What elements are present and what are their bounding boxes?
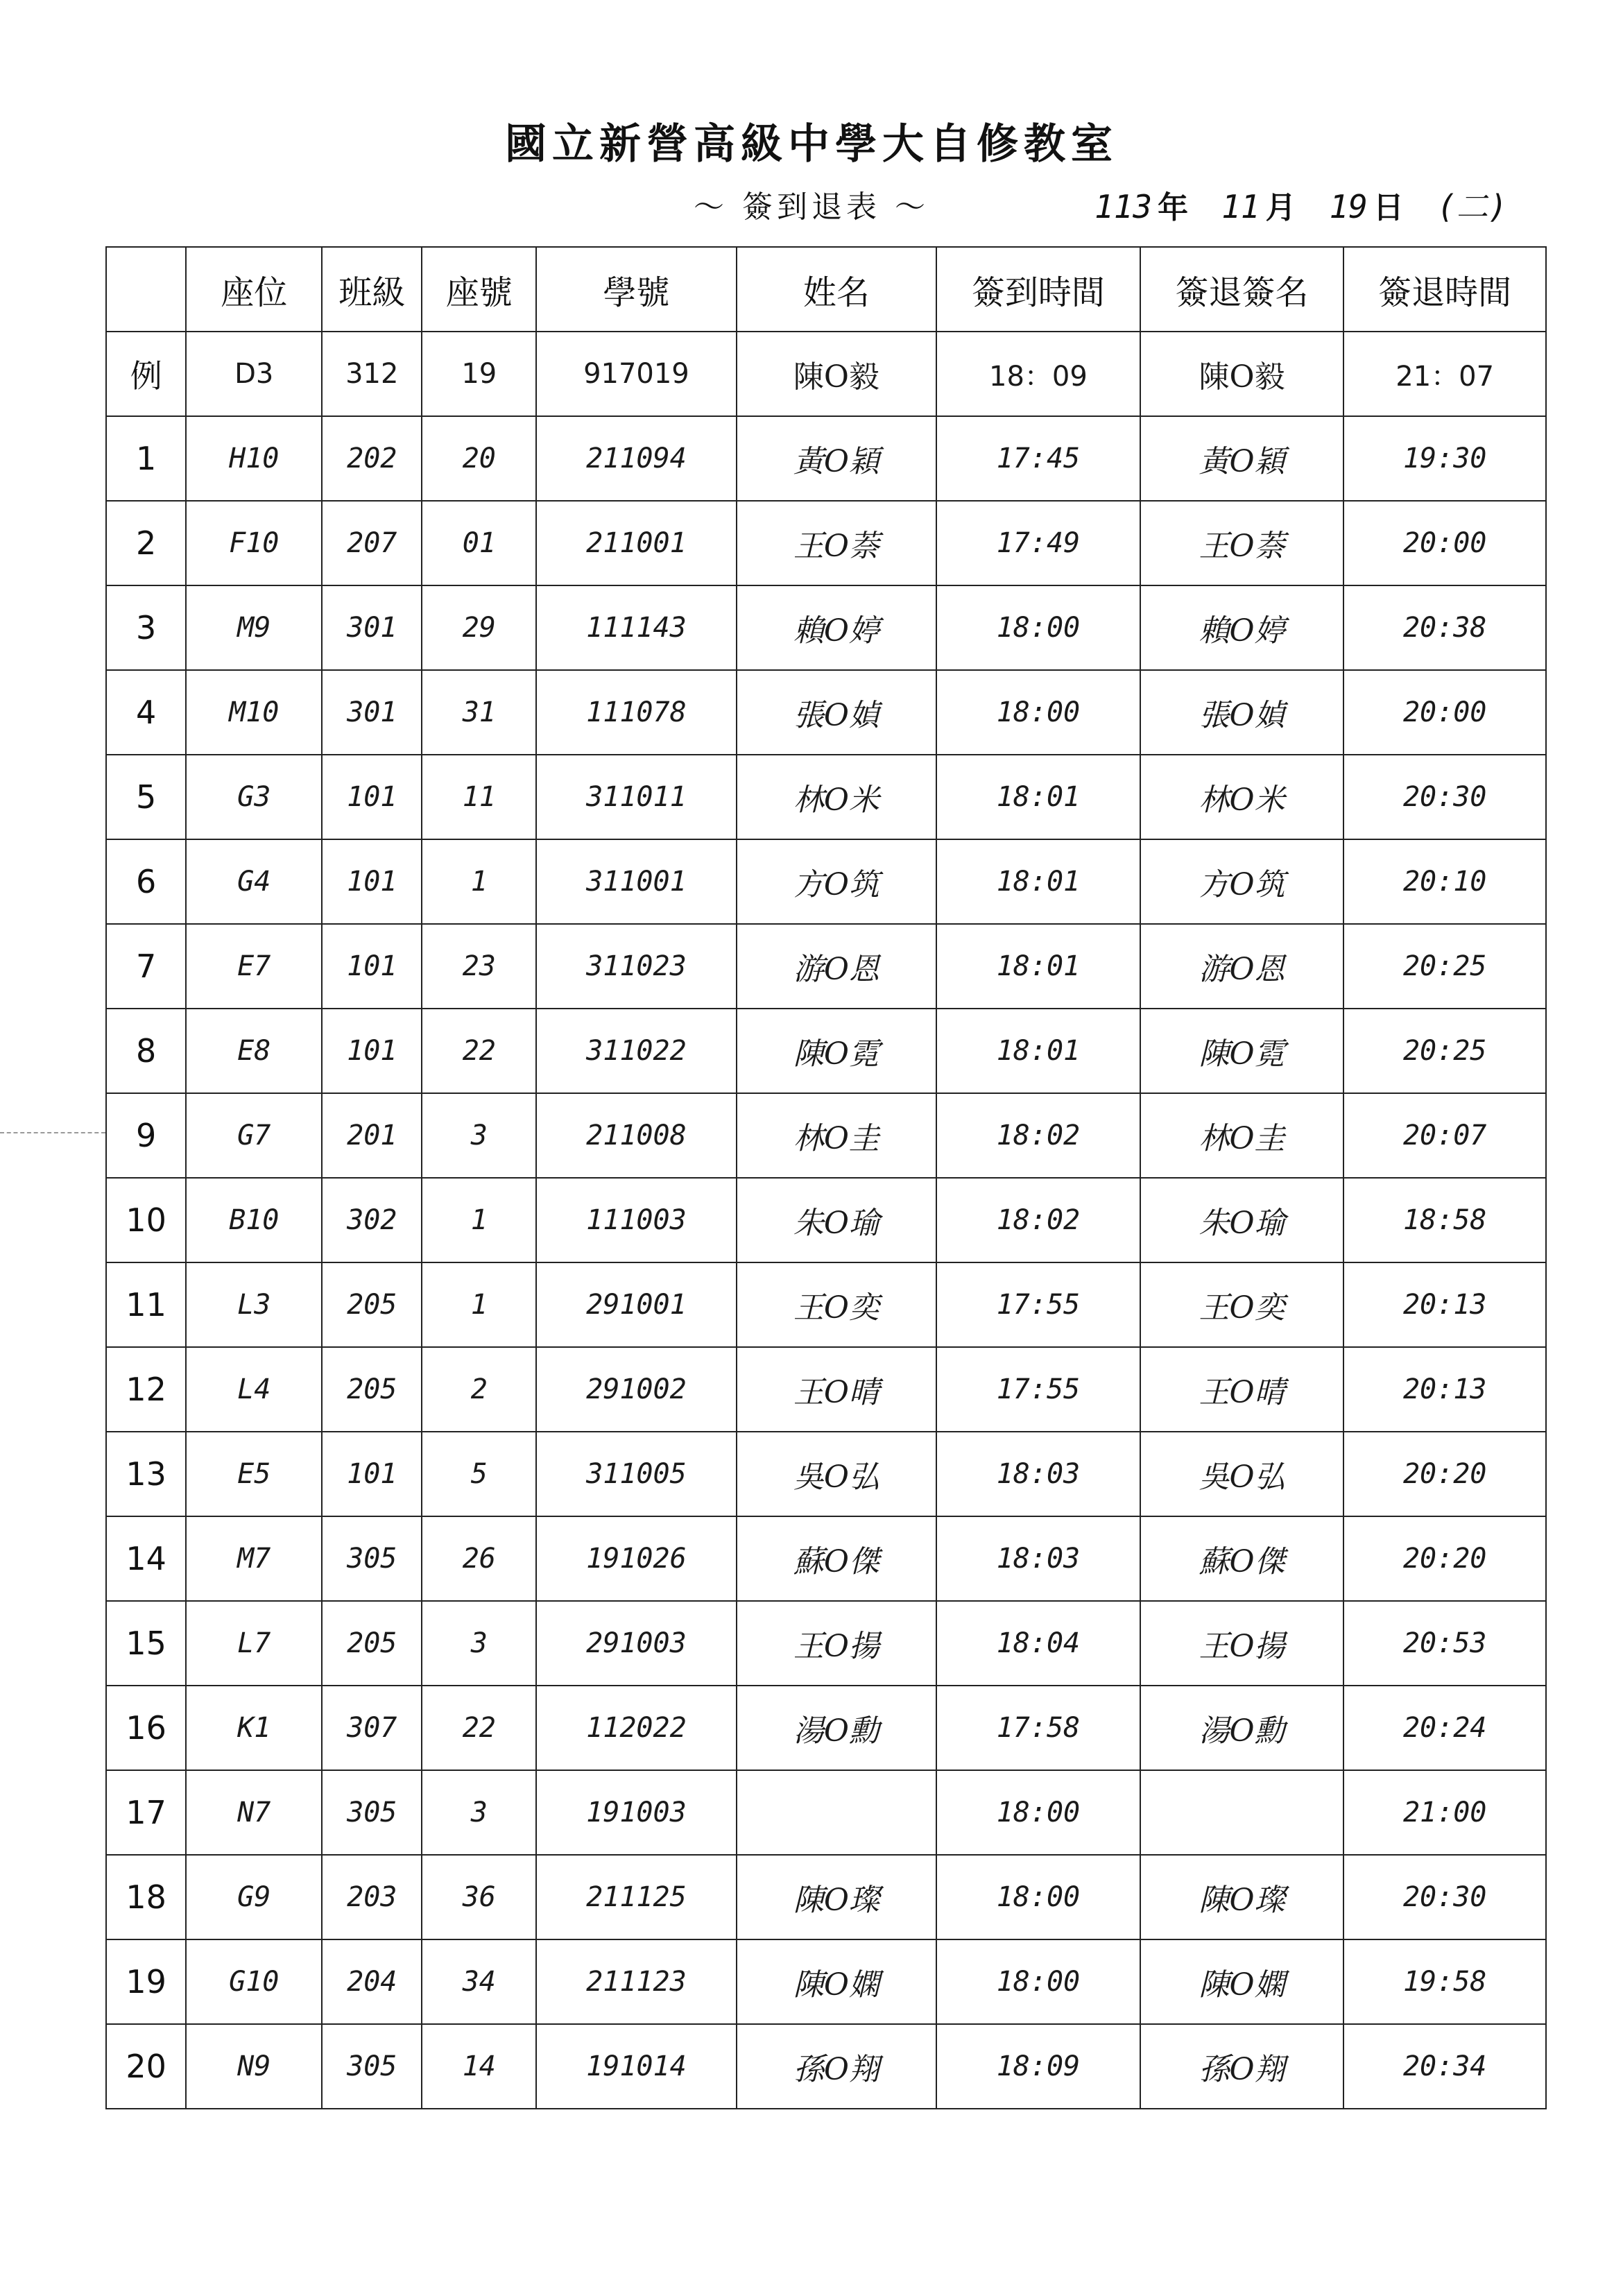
sign-in-time-cell: 18:04 bbox=[936, 1601, 1140, 1686]
name-cell: 林O圭 bbox=[737, 1093, 936, 1178]
name-cell: 陳O毅 bbox=[737, 332, 936, 416]
date-month: 11 bbox=[1221, 188, 1260, 225]
class-cell: 101 bbox=[322, 1432, 422, 1516]
date-month-label: 月 bbox=[1265, 190, 1296, 225]
student-id-cell: 191003 bbox=[536, 1770, 736, 1855]
name-cell: 王O萘 bbox=[737, 501, 936, 585]
sign-out-signature-cell: 王O揚 bbox=[1140, 1601, 1344, 1686]
table-header-row bbox=[106, 247, 1546, 332]
class-cell: 205 bbox=[322, 1262, 422, 1347]
sign-in-time-cell: 17:55 bbox=[936, 1347, 1140, 1432]
seat-number-cell: 3 bbox=[422, 1770, 536, 1855]
table-row bbox=[106, 585, 1546, 670]
sheet-subtitle: ～ 簽到退表 ～ bbox=[694, 189, 929, 225]
seat-number-cell: 34 bbox=[422, 1939, 536, 2024]
row-index: 7 bbox=[106, 924, 186, 1009]
sign-out-time-cell: 20:24 bbox=[1343, 1686, 1546, 1770]
name-cell: 湯O勳 bbox=[737, 1686, 936, 1770]
example-row bbox=[106, 332, 1546, 416]
header-seat: 座位 bbox=[186, 247, 322, 332]
seat-cell: L7 bbox=[186, 1601, 322, 1686]
seat-number-cell: 3 bbox=[422, 1601, 536, 1686]
row-index: 1 bbox=[106, 416, 186, 501]
sign-in-time-cell: 18:00 bbox=[936, 670, 1140, 755]
row-index: 10 bbox=[106, 1178, 186, 1262]
table-row bbox=[106, 1347, 1546, 1432]
sign-in-time-cell: 18:00 bbox=[936, 1939, 1140, 2024]
name-cell: 張O媜 bbox=[737, 670, 936, 755]
name-cell: 王O揚 bbox=[737, 1601, 936, 1686]
sign-out-signature-cell: 陳O嫻 bbox=[1140, 1939, 1344, 2024]
row-index: 9 bbox=[106, 1093, 186, 1178]
sign-out-time-cell: 18:58 bbox=[1343, 1178, 1546, 1262]
table-row bbox=[106, 501, 1546, 585]
name-cell: 游O恩 bbox=[737, 924, 936, 1009]
margin-cut-line bbox=[0, 1132, 105, 1133]
sign-out-time-cell: 20:00 bbox=[1343, 501, 1546, 585]
sheet-title: 國立新營高級中學大自修教室 bbox=[505, 120, 1118, 169]
name-cell bbox=[737, 1770, 936, 1855]
table-row bbox=[106, 924, 1546, 1009]
class-cell: 302 bbox=[322, 1178, 422, 1262]
sign-in-time-cell: 18:03 bbox=[936, 1516, 1140, 1601]
sign-out-time-cell: 20:00 bbox=[1343, 670, 1546, 755]
name-cell: 賴O婷 bbox=[737, 585, 936, 670]
seat-number-cell: 26 bbox=[422, 1516, 536, 1601]
sign-in-time-cell: 18:02 bbox=[936, 1093, 1140, 1178]
seat-number-cell: 1 bbox=[422, 839, 536, 924]
student-id-cell: 311011 bbox=[536, 755, 736, 839]
sign-out-time-cell: 20:38 bbox=[1343, 585, 1546, 670]
sign-out-time-cell: 21:00 bbox=[1343, 1770, 1546, 1855]
class-cell: 307 bbox=[322, 1686, 422, 1770]
header-student-id: 學號 bbox=[536, 247, 736, 332]
seat-cell: E5 bbox=[186, 1432, 322, 1516]
sign-in-table bbox=[105, 246, 1547, 2109]
table-row bbox=[106, 1770, 1546, 1855]
student-id-cell: 291001 bbox=[536, 1262, 736, 1347]
sign-out-time-cell: 20:30 bbox=[1343, 1855, 1546, 1939]
class-cell: 204 bbox=[322, 1939, 422, 2024]
class-cell: 312 bbox=[322, 332, 422, 416]
seat-number-cell: 22 bbox=[422, 1009, 536, 1093]
class-cell: 101 bbox=[322, 1009, 422, 1093]
class-cell: 101 bbox=[322, 839, 422, 924]
seat-cell: K1 bbox=[186, 1686, 322, 1770]
seat-number-cell: 11 bbox=[422, 755, 536, 839]
student-id-cell: 111003 bbox=[536, 1178, 736, 1262]
sign-out-time-cell: 20:25 bbox=[1343, 924, 1546, 1009]
class-cell: 207 bbox=[322, 501, 422, 585]
seat-number-cell: 20 bbox=[422, 416, 536, 501]
student-id-cell: 111143 bbox=[536, 585, 736, 670]
row-index: 6 bbox=[106, 839, 186, 924]
student-id-cell: 311022 bbox=[536, 1009, 736, 1093]
row-index: 5 bbox=[106, 755, 186, 839]
student-id-cell: 211008 bbox=[536, 1093, 736, 1178]
date-year: 113 bbox=[1094, 188, 1153, 225]
header-seat-number: 座號 bbox=[422, 247, 536, 332]
sign-out-signature-cell: 湯O勳 bbox=[1140, 1686, 1344, 1770]
sign-in-time-cell: 18：09 bbox=[936, 332, 1140, 416]
header-sign-out-time: 簽退時間 bbox=[1343, 247, 1546, 332]
table-row bbox=[106, 416, 1546, 501]
seat-number-cell: 01 bbox=[422, 501, 536, 585]
row-index: 19 bbox=[106, 1939, 186, 2024]
sign-out-time-cell: 20:13 bbox=[1343, 1347, 1546, 1432]
sign-out-signature-cell: 王O晴 bbox=[1140, 1347, 1344, 1432]
seat-cell: B10 bbox=[186, 1178, 322, 1262]
date-year-label: 年 bbox=[1158, 190, 1189, 225]
table-row bbox=[106, 1178, 1546, 1262]
sign-in-time-cell: 18:01 bbox=[936, 924, 1140, 1009]
sign-in-time-cell: 17:55 bbox=[936, 1262, 1140, 1347]
seat-cell: M9 bbox=[186, 585, 322, 670]
table-row bbox=[106, 839, 1546, 924]
name-cell: 方O筑 bbox=[737, 839, 936, 924]
sign-out-signature-cell: 陳O霓 bbox=[1140, 1009, 1344, 1093]
header-class: 班級 bbox=[322, 247, 422, 332]
class-cell: 305 bbox=[322, 1516, 422, 1601]
name-cell: 陳O嫻 bbox=[737, 1939, 936, 2024]
seat-number-cell: 3 bbox=[422, 1093, 536, 1178]
row-index: 2 bbox=[106, 501, 186, 585]
student-id-cell: 917019 bbox=[536, 332, 736, 416]
sign-out-time-cell: 21：07 bbox=[1343, 332, 1546, 416]
student-id-cell: 291002 bbox=[536, 1347, 736, 1432]
row-index: 8 bbox=[106, 1009, 186, 1093]
seat-cell: M7 bbox=[186, 1516, 322, 1601]
class-cell: 201 bbox=[322, 1093, 422, 1178]
sign-out-signature-cell: 賴O婷 bbox=[1140, 585, 1344, 670]
student-id-cell: 291003 bbox=[536, 1601, 736, 1686]
table-row bbox=[106, 670, 1546, 755]
sign-in-time-cell: 17:58 bbox=[936, 1686, 1140, 1770]
sign-out-time-cell: 20:07 bbox=[1343, 1093, 1546, 1178]
seat-number-cell: 5 bbox=[422, 1432, 536, 1516]
name-cell: 孫O翔 bbox=[737, 2024, 936, 2109]
class-cell: 101 bbox=[322, 924, 422, 1009]
row-index: 17 bbox=[106, 1770, 186, 1855]
class-cell: 305 bbox=[322, 1770, 422, 1855]
seat-number-cell: 19 bbox=[422, 332, 536, 416]
seat-number-cell: 2 bbox=[422, 1347, 536, 1432]
date-line bbox=[1089, 182, 1513, 228]
table-row bbox=[106, 1516, 1546, 1601]
row-index: 4 bbox=[106, 670, 186, 755]
class-cell: 301 bbox=[322, 585, 422, 670]
header-sign-in-time: 簽到時間 bbox=[936, 247, 1140, 332]
sign-out-signature-cell: 王O萘 bbox=[1140, 501, 1344, 585]
sign-out-signature-cell: 陳O璨 bbox=[1140, 1855, 1344, 1939]
student-id-cell: 211123 bbox=[536, 1939, 736, 2024]
sign-out-signature-cell: 蘇O傑 bbox=[1140, 1516, 1344, 1601]
header-index bbox=[106, 247, 186, 332]
sign-in-time-cell: 18:00 bbox=[936, 1855, 1140, 1939]
name-cell: 黃O穎 bbox=[737, 416, 936, 501]
name-cell: 王O奕 bbox=[737, 1262, 936, 1347]
sign-out-time-cell: 20:25 bbox=[1343, 1009, 1546, 1093]
table-row bbox=[106, 1939, 1546, 2024]
sign-out-time-cell: 20:20 bbox=[1343, 1516, 1546, 1601]
sign-out-signature-cell: 王O奕 bbox=[1140, 1262, 1344, 1347]
seat-number-cell: 14 bbox=[422, 2024, 536, 2109]
date-day-label: 日 bbox=[1373, 190, 1404, 225]
row-index: 3 bbox=[106, 585, 186, 670]
seat-cell: F10 bbox=[186, 501, 322, 585]
row-index: 14 bbox=[106, 1516, 186, 1601]
row-index: 12 bbox=[106, 1347, 186, 1432]
sign-out-signature-cell: 黃O穎 bbox=[1140, 416, 1344, 501]
sign-out-signature-cell bbox=[1140, 1770, 1344, 1855]
date-day: 19 bbox=[1329, 188, 1368, 225]
seat-number-cell: 22 bbox=[422, 1686, 536, 1770]
seat-cell: E8 bbox=[186, 1009, 322, 1093]
date-weekday: (二) bbox=[1436, 188, 1508, 225]
class-cell: 203 bbox=[322, 1855, 422, 1939]
seat-number-cell: 31 bbox=[422, 670, 536, 755]
sign-out-signature-cell: 方O筑 bbox=[1140, 839, 1344, 924]
class-cell: 205 bbox=[322, 1347, 422, 1432]
sign-out-time-cell: 19:58 bbox=[1343, 1939, 1546, 2024]
student-id-cell: 191026 bbox=[536, 1516, 736, 1601]
name-cell: 吳O弘 bbox=[737, 1432, 936, 1516]
table-row bbox=[106, 1686, 1546, 1770]
table-row bbox=[106, 1093, 1546, 1178]
seat-cell: G10 bbox=[186, 1939, 322, 2024]
sign-in-time-cell: 17:49 bbox=[936, 501, 1140, 585]
row-index: 13 bbox=[106, 1432, 186, 1516]
sign-out-time-cell: 20:53 bbox=[1343, 1601, 1546, 1686]
sign-in-time-cell: 18:00 bbox=[936, 1770, 1140, 1855]
seat-cell: N7 bbox=[186, 1770, 322, 1855]
sign-in-time-cell: 18:02 bbox=[936, 1178, 1140, 1262]
seat-cell: N9 bbox=[186, 2024, 322, 2109]
seat-cell: G7 bbox=[186, 1093, 322, 1178]
sign-out-signature-cell: 陳O毅 bbox=[1140, 332, 1344, 416]
seat-cell: G3 bbox=[186, 755, 322, 839]
row-index: 18 bbox=[106, 1855, 186, 1939]
name-cell: 陳O霓 bbox=[737, 1009, 936, 1093]
student-id-cell: 112022 bbox=[536, 1686, 736, 1770]
header-sign-out-signature: 簽退簽名 bbox=[1140, 247, 1344, 332]
seat-number-cell: 1 bbox=[422, 1178, 536, 1262]
seat-cell: L4 bbox=[186, 1347, 322, 1432]
seat-number-cell: 1 bbox=[422, 1262, 536, 1347]
seat-cell: G9 bbox=[186, 1855, 322, 1939]
row-index: 11 bbox=[106, 1262, 186, 1347]
row-index: 例 bbox=[106, 332, 186, 416]
sign-out-signature-cell: 游O恩 bbox=[1140, 924, 1344, 1009]
sign-out-signature-cell: 吳O弘 bbox=[1140, 1432, 1344, 1516]
class-cell: 101 bbox=[322, 755, 422, 839]
table-row bbox=[106, 755, 1546, 839]
header-name: 姓名 bbox=[737, 247, 936, 332]
sign-out-signature-cell: 張O媜 bbox=[1140, 670, 1344, 755]
seat-number-cell: 23 bbox=[422, 924, 536, 1009]
sign-out-time-cell: 20:34 bbox=[1343, 2024, 1546, 2109]
sign-out-time-cell: 19:30 bbox=[1343, 416, 1546, 501]
student-id-cell: 211001 bbox=[536, 501, 736, 585]
sign-out-time-cell: 20:13 bbox=[1343, 1262, 1546, 1347]
sign-in-time-cell: 18:09 bbox=[936, 2024, 1140, 2109]
name-cell: 蘇O傑 bbox=[737, 1516, 936, 1601]
sign-out-signature-cell: 孫O翔 bbox=[1140, 2024, 1344, 2109]
sign-in-time-cell: 18:00 bbox=[936, 585, 1140, 670]
name-cell: 林O米 bbox=[737, 755, 936, 839]
seat-cell: E7 bbox=[186, 924, 322, 1009]
name-cell: 朱O瑜 bbox=[737, 1178, 936, 1262]
sign-in-time-cell: 18:03 bbox=[936, 1432, 1140, 1516]
sign-out-time-cell: 20:10 bbox=[1343, 839, 1546, 924]
seat-cell: D3 bbox=[186, 332, 322, 416]
table-row bbox=[106, 1009, 1546, 1093]
class-cell: 205 bbox=[322, 1601, 422, 1686]
student-id-cell: 311005 bbox=[536, 1432, 736, 1516]
student-id-cell: 211125 bbox=[536, 1855, 736, 1939]
seat-cell: H10 bbox=[186, 416, 322, 501]
sign-in-time-cell: 18:01 bbox=[936, 839, 1140, 924]
sign-in-time-cell: 17:45 bbox=[936, 416, 1140, 501]
table-row bbox=[106, 1601, 1546, 1686]
seat-cell: G4 bbox=[186, 839, 322, 924]
sign-out-signature-cell: 朱O瑜 bbox=[1140, 1178, 1344, 1262]
student-id-cell: 311023 bbox=[536, 924, 736, 1009]
student-id-cell: 311001 bbox=[536, 839, 736, 924]
class-cell: 202 bbox=[322, 416, 422, 501]
class-cell: 305 bbox=[322, 2024, 422, 2109]
seat-cell: M10 bbox=[186, 670, 322, 755]
table-row bbox=[106, 1262, 1546, 1347]
seat-number-cell: 36 bbox=[422, 1855, 536, 1939]
table-row bbox=[106, 2024, 1546, 2109]
name-cell: 陳O璨 bbox=[737, 1855, 936, 1939]
seat-cell: L3 bbox=[186, 1262, 322, 1347]
student-id-cell: 211094 bbox=[536, 416, 736, 501]
row-index: 15 bbox=[106, 1601, 186, 1686]
sign-out-time-cell: 20:30 bbox=[1343, 755, 1546, 839]
sign-out-signature-cell: 林O米 bbox=[1140, 755, 1344, 839]
name-cell: 王O晴 bbox=[737, 1347, 936, 1432]
sign-out-time-cell: 20:20 bbox=[1343, 1432, 1546, 1516]
table-row bbox=[106, 1432, 1546, 1516]
sign-out-signature-cell: 林O圭 bbox=[1140, 1093, 1344, 1178]
sign-in-time-cell: 18:01 bbox=[936, 755, 1140, 839]
sign-in-time-cell: 18:01 bbox=[936, 1009, 1140, 1093]
class-cell: 301 bbox=[322, 670, 422, 755]
table-row bbox=[106, 1855, 1546, 1939]
row-index: 20 bbox=[106, 2024, 186, 2109]
student-id-cell: 111078 bbox=[536, 670, 736, 755]
student-id-cell: 191014 bbox=[536, 2024, 736, 2109]
seat-number-cell: 29 bbox=[422, 585, 536, 670]
row-index: 16 bbox=[106, 1686, 186, 1770]
